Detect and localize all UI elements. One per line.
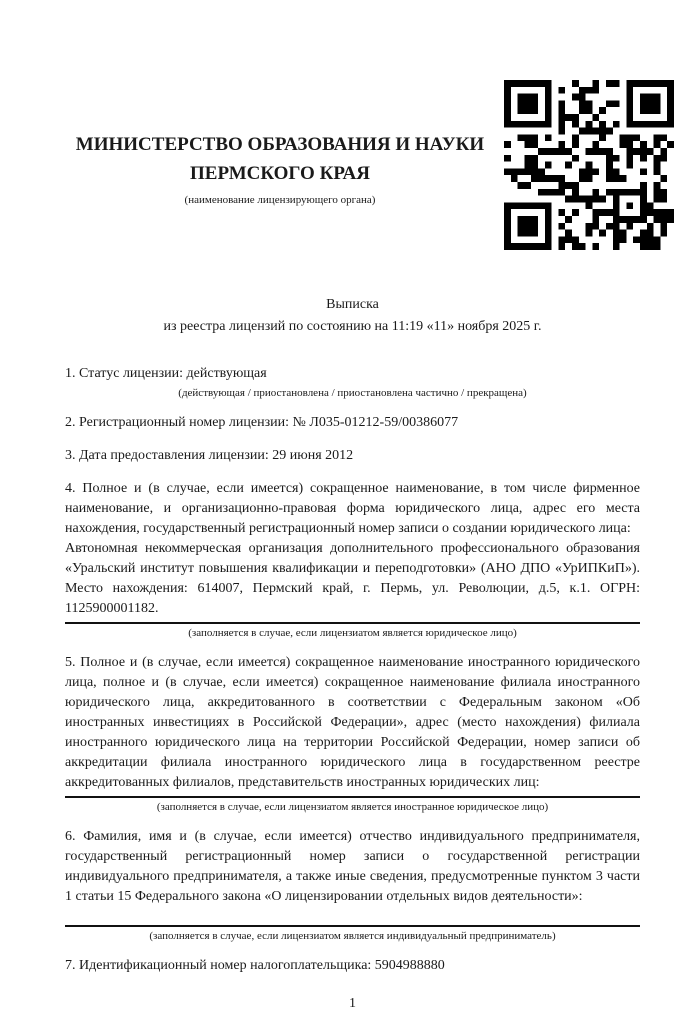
document-title (65, 294, 640, 338)
section-item-7 (65, 956, 640, 976)
document-body (65, 294, 640, 1014)
section-paragraph: 6. Фамилия, имя и (в случае, если имеется) отчество индивидуального предпринимателя, государственный регистрационный номер записи о государственной регистрации индивидуального предпринимателя, а также иные сведения, предусмотренные пунктом 3 части 1 статьи 15 Федерального закона «О лицензировании отдельных видов деятельности»: (65, 829, 640, 904)
ministry-caption: (наименование лицензирующего органа) (184, 194, 376, 206)
ministry-name-line1: МИНИСТЕРСТВО ОБРАЗОВАНИЯ И НАУКИ (75, 134, 485, 155)
section-text: 2. Регистрационный номер лицензии: № Л035-01212-59/00386077 (65, 415, 459, 430)
qr-code (504, 80, 674, 250)
section-item-6 (65, 827, 640, 943)
section-item-3 (65, 446, 640, 466)
section-paragraph: Автономная некоммерческая организация дополнительного профессионального образования «Уральский институт повышения квалификации и переподготовки» (АНО ДПО «УрИПКиП»). Место нахождения: 614007, Пермский край, г. Пермь, ул. Революции, д.5, к.1. ОГРН: 1125900001182. (65, 541, 640, 616)
blank-field-line (65, 925, 640, 927)
section-item-1 (65, 364, 640, 400)
field-caption: (заполняется в случае, если лицензиатом является индивидуальный предприниматель) (149, 930, 556, 942)
section-text: 3. Дата предоставления лицензии: 29 июня 2012 (65, 448, 354, 463)
document-title-line1: Выписка (326, 297, 379, 312)
field-caption: (заполняется в случае, если лицензиатом является иностранное юридическое лицо) (156, 801, 549, 813)
licensing-authority-header (60, 130, 500, 207)
section-item-4 (65, 479, 640, 640)
section-paragraph: 4. Полное и (в случае, если имеется) сокращенное наименование, в том числе фирменное наименование, и организационно-правовая форма юридического лица, адрес его места нахождения, государственный регистрационный номер записи о создании юридического лица: (65, 481, 640, 536)
field-caption: (действующая / приостановлена / приостановлена частично / прекращена) (178, 387, 527, 399)
blank-field-line (65, 622, 640, 624)
field-caption: (заполняется в случае, если лицензиатом является юридическое лицо) (188, 627, 517, 639)
section-text: 1. Статус лицензии: действующая (65, 366, 267, 381)
ministry-name-line2: ПЕРМСКОГО КРАЯ (190, 163, 370, 184)
blank-field-line (65, 796, 640, 798)
page-number: 1 (349, 996, 356, 1011)
section-paragraph: 5. Полное и (в случае, если имеется) сокращенное наименование иностранного юридического лица, полное и (в случае, если имеется) сокращенное наименование филиала иностранного юридического лица, аккредитованного в соответствии с Федеральным законом «Об иностранных инвестициях в Российской Федерации», адрес (место нахождения) филиала иностранного юридического лица на территории Российской Федерации, номер записи об аккредитации филиала иностранного юридического лица в государственном реестре аккредитованных филиалов, представительств иностранных юридических лиц: (65, 655, 640, 790)
document-title-line2: из реестра лицензий по состоянию на 11:19 «11» ноября 2025 г. (163, 319, 542, 334)
section-item-2 (65, 413, 640, 433)
section-item-5 (65, 653, 640, 814)
sections-container (65, 364, 640, 976)
section-text: 7. Идентификационный номер налогоплательщика: 5904988880 (65, 958, 445, 973)
